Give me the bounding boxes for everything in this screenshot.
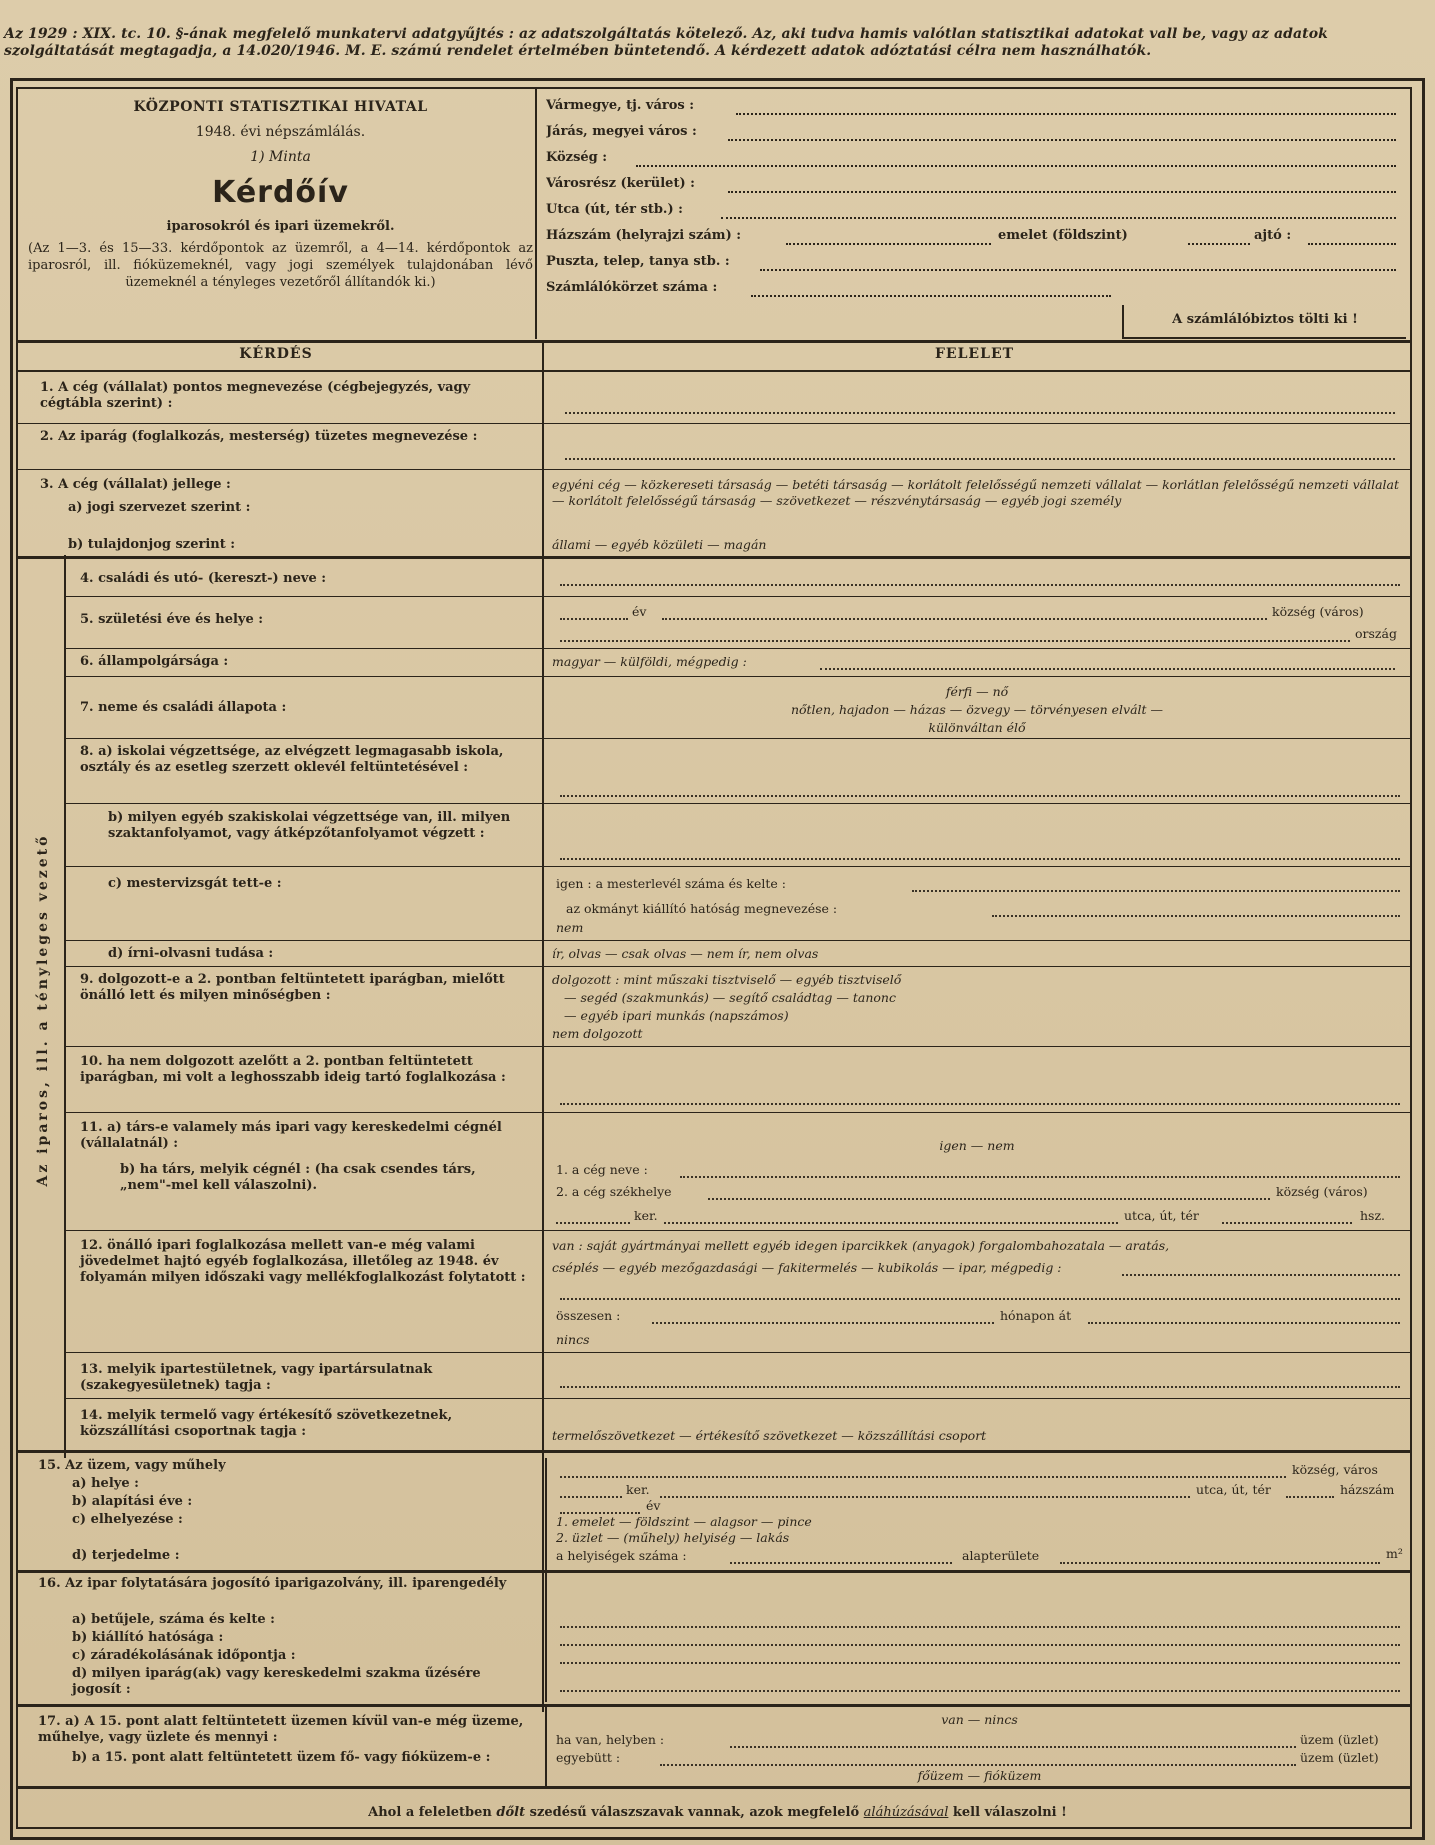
question-8d: d) írni-olvasni tudása : [108, 946, 274, 961]
field-szamlalokorzet[interactable]: Számlálókörzet száma : [546, 278, 1406, 304]
answer-3a-options[interactable]: egyéni cég — közkereseti társaság — betéti társaság — korlátolt felelősségű nemzeti vállalat — korlátlan felelősségű nemzeti vállalat — korlátolt felelősségű társaság — szövetkezet — részvénytársaság — egyéb jogi személy [552, 477, 1400, 508]
field-hazszam[interactable]: Házszám (helyrajzi szám) : emelet (földszint) ajtó : [546, 226, 1406, 252]
side-column-line [64, 555, 66, 1458]
answer-9-4[interactable]: nem dolgozott [552, 1026, 643, 1041]
answer-16c-line[interactable] [560, 1662, 1400, 1664]
answer-15-ker: ker. [626, 1482, 650, 1497]
form-header [28, 92, 533, 342]
answer-17b-options[interactable]: főüzem — fióküzem [917, 1768, 1042, 1783]
answer-15-utca: utca, út, tér [1196, 1482, 1271, 1497]
field-kozseg[interactable]: Község : [546, 148, 1406, 174]
question-16d: d) milyen iparág(ak) vagy kereskedelmi szakma űzésére jogosít : [72, 1666, 481, 1697]
row-rule [64, 648, 1412, 649]
answer-15-alapterulet-line[interactable] [1060, 1562, 1380, 1564]
answer-1-line[interactable] [565, 412, 1395, 414]
column-divider [542, 340, 544, 1712]
answer-11-utca: utca, út, tér [1124, 1208, 1199, 1223]
answer-9-2[interactable]: — segéd (szakmunkás) — segítő családtag — tanonc [564, 990, 896, 1005]
answer-11-hsz: hsz. [1360, 1208, 1386, 1223]
answer-5-ev: év [632, 604, 647, 619]
question-1: 1. A cég (vállalat) pontos megnevezése (cégbejegyzés, vagy cégtábla szerint) : [40, 380, 471, 411]
question-12: 12. önálló ipari foglalkozása mellett van-e még valami jövedelmet hajtó egyéb foglalkozása, illetőleg az 1948. év folyamán milyen időszaki vagy mellékfoglalkozást folytatott : [80, 1238, 526, 1285]
section-rule [16, 556, 1412, 559]
answer-5-country-line[interactable] [560, 640, 1350, 642]
answer-15-utca-line[interactable] [660, 1496, 1190, 1498]
answer-12-2[interactable]: cséplés — egyéb mezőgazdasági — fakitermelés — kubikolás — ipar, mégpedig : [552, 1260, 1062, 1275]
question-17b: b) a 15. pont alatt feltüntetett üzem fő- vagy fióküzem-e : [72, 1750, 491, 1765]
footer-instruction: Ahol a feleletben dőlt szedésű válaszszavak vannak, azok megfelelő aláhúzásával kell válaszolni ! [368, 1805, 1067, 1820]
question-3: 3. A cég (vállalat) jellege : [40, 477, 231, 492]
section-rule [16, 1450, 1412, 1453]
answer-5-year-line[interactable] [560, 618, 628, 620]
answer-15-elhelyezes-2[interactable]: 2. üzlet — (műhely) helyiség — lakás [556, 1530, 790, 1545]
answer-17-egyebutt-uzem: üzem (üzlet) [1300, 1750, 1379, 1765]
answer-12-nincs[interactable]: nincs [556, 1332, 590, 1347]
question-2: 2. Az iparág (foglalkozás, mesterség) tüzetes megnevezése : [40, 429, 478, 444]
answer-6-line[interactable] [820, 668, 1395, 670]
side-label: Az iparos, ill. a tényleges vezető [35, 833, 51, 1187]
header-rule [16, 340, 1412, 343]
answer-2-line[interactable] [565, 458, 1395, 460]
row-rule [64, 1352, 1412, 1353]
answer-17-egyebutt[interactable]: egyebütt : [556, 1750, 621, 1765]
answer-11-ker: ker. [634, 1208, 658, 1223]
question-6: 6. állampolgársága : [80, 654, 229, 669]
ajto-label: ajtó : [1254, 228, 1292, 243]
section-rule [16, 1704, 1412, 1707]
answer-17-helyben-line[interactable] [730, 1746, 1296, 1748]
answer-15-place-line[interactable] [560, 1476, 1286, 1478]
answer-12-honapon: hónapon át [1000, 1308, 1072, 1323]
emelet-label: emelet (földszint) [998, 228, 1128, 243]
row-rule [64, 1398, 1412, 1399]
answer-8c-1[interactable]: igen : a mesterlevél száma és kelte : [556, 876, 787, 891]
row-rule [64, 803, 1412, 804]
answer-17-helyben-uzem: üzem (üzlet) [1300, 1732, 1379, 1747]
question-11b: b) ha társ, melyik cégnél : (ha csak csendes társ, „nem"-mel kell válaszolni). [120, 1162, 476, 1193]
answer-4-line[interactable] [560, 584, 1400, 586]
row-rule [64, 676, 1412, 677]
answer-7-sex[interactable]: férfi — nő [945, 684, 1009, 699]
answer-9-3[interactable]: — egyéb ipari munkás (napszámos) [564, 1008, 789, 1023]
row-rule [16, 423, 1412, 424]
answer-12-honapon-line[interactable] [1088, 1322, 1400, 1324]
question-14: 14. melyik termelő vagy értékesítő szövetkezetnek, közszállítási csoportnak tagja : [80, 1408, 453, 1439]
answer-15-hazszam-line[interactable] [1286, 1496, 1334, 1498]
answer-12-1[interactable]: van : saját gyártmányai mellett egyéb idegen iparcikkek (anyagok) forgalombahozatala — aratás, [552, 1238, 1170, 1253]
question-8c: c) mestervizsgát tett-e : [108, 876, 282, 891]
row-rule [64, 1230, 1412, 1231]
answer-12-osszesen[interactable]: összesen : [556, 1308, 621, 1323]
question-15b: b) alapítási éve : [72, 1494, 193, 1509]
answer-15-alapterulet: alapterülete [962, 1548, 1040, 1563]
form-sample: 1) Minta [250, 149, 311, 165]
answer-14-options[interactable]: termelőszövetkezet — értékesítő szövetkezet — közszállítási csoport [552, 1428, 987, 1443]
row-rule [64, 738, 1412, 739]
field-varosresz[interactable]: Városrész (kerület) : [546, 174, 1406, 200]
question-7: 7. neme és családi állapota : [80, 700, 287, 715]
col-kerdes: KÉRDÉS [239, 346, 313, 362]
answer-15-hazszam: házszám [1340, 1482, 1395, 1497]
question-11a: 11. a) társ-e valamely más ipari vagy kereskedelmi cégnél (vállalatnál) : [80, 1120, 502, 1151]
answer-11-ceg-neve-line[interactable] [680, 1176, 1400, 1178]
section-rule [16, 1570, 1412, 1573]
answer-15-ker-line[interactable] [560, 1496, 622, 1498]
question-16a: a) betűjele, száma és kelte : [72, 1612, 275, 1627]
question-15d: d) terjedelme : [72, 1548, 180, 1563]
answer-3b-options[interactable]: állami — egyéb közületi — magán [552, 537, 767, 552]
row-rule [64, 966, 1412, 967]
answer-17-helyben[interactable]: ha van, helyben : [556, 1732, 665, 1747]
answer-5-orszag: ország [1355, 626, 1397, 641]
row-rule [64, 940, 1412, 941]
col-felelet: FELELET [934, 346, 1015, 362]
question-3b: b) tulajdonjog szerint : [68, 537, 236, 552]
question-15c: c) elhelyezése : [72, 1512, 183, 1527]
field-varmegye[interactable]: Vármegye, tj. város : [546, 96, 1406, 122]
answer-17-van-nincs[interactable]: van — nincs [941, 1712, 1018, 1727]
answer-7-status-2[interactable]: különváltan élő [928, 720, 1026, 735]
row-rule [64, 1112, 1412, 1113]
answer-15-helyisegek-line[interactable] [730, 1562, 952, 1564]
question-9: 9. dolgozott-e a 2. pontban feltüntetett iparágban, mielőtt önálló lett és milyen minőségben : [80, 972, 505, 1003]
question-15a: a) helye : [72, 1476, 139, 1491]
question-5: 5. születési éve és helye : [80, 612, 264, 627]
answer-11-utca-line[interactable] [664, 1222, 1118, 1224]
answer-11-szekhely[interactable]: 2. a cég székhelye [556, 1184, 672, 1199]
question-10: 10. ha nem dolgozott azelőtt a 2. pontban feltüntetett iparágban, mi volt a leghosszabb ideig tartó foglalkozása : [80, 1054, 506, 1085]
column-divider-lower [545, 1458, 547, 1588]
answer-12-osszesen-line[interactable] [652, 1322, 994, 1324]
question-4: 4. családi és utó- (kereszt-) neve : [80, 571, 327, 586]
answer-6-options[interactable]: magyar — külföldi, mégpedig : [552, 654, 747, 669]
question-8b: b) milyen egyéb szakiskolai végzettsége van, ill. milyen szaktanfolyamot, vagy átképzőtanfolyamot végzett : [108, 810, 511, 841]
question-3a: a) jogi szervezet szerint : [68, 500, 251, 515]
answer-8c-nem[interactable]: nem [556, 920, 584, 935]
answer-15-kozseg: község, város [1292, 1462, 1378, 1477]
answer-16b-line[interactable] [560, 1644, 1400, 1646]
answer-15-elhelyezes-1[interactable]: 1. emelet — földszint — alagsor — pince [556, 1514, 812, 1529]
form-subtitle: iparosokról és ipari üzemekről. [166, 219, 395, 234]
row-rule [64, 866, 1412, 867]
answer-5-kozseg: község (város) [1272, 604, 1364, 619]
answer-11-kozseg: község (város) [1276, 1184, 1368, 1199]
location-fields [546, 96, 1406, 304]
answer-8c-1-line[interactable] [912, 890, 1400, 892]
row-rule [64, 1046, 1412, 1047]
answer-10-line[interactable] [560, 1103, 1400, 1105]
colhead-rule [16, 370, 1412, 372]
question-15: 15. Az üzem, vagy műhely [38, 1458, 226, 1473]
answer-9-1[interactable]: dolgozott : mint műszaki tisztviselő — egyéb tisztviselő [552, 972, 902, 987]
field-puszta[interactable]: Puszta, telep, tanya stb. : [546, 252, 1406, 278]
answer-15-m2: m² [1386, 1546, 1403, 1561]
answer-13-line[interactable] [560, 1386, 1400, 1388]
form-note: (Az 1—3. és 15—33. kérdőpontok az üzemről, a 4—14. kérdőpontok az iparosról, ill. fióküzemeknél, vagy jogi személyek tulajdonában lévő üzemeknél a tényleges vezetőről állítandók ki.) [28, 241, 533, 290]
answer-8c-2[interactable]: az okmányt kiállító hatóság megnevezése : [566, 901, 838, 916]
answer-16d-line[interactable] [560, 1690, 1400, 1692]
question-16: 16. Az ipar folytatására jogosító iparigazolvány, ill. iparengedély [38, 1576, 507, 1591]
answer-15-ev: év [646, 1498, 661, 1513]
answer-11-igen-nem[interactable]: igen — nem [939, 1138, 1015, 1153]
field-utca[interactable]: Utca (út, tér stb.) : [546, 200, 1406, 226]
answer-8b-line[interactable] [560, 858, 1400, 860]
question-13: 13. melyik ipartestületnek, vagy ipartársulatnak (szakegyesületnek) tagja : [80, 1362, 433, 1393]
section-rule [16, 1786, 1412, 1789]
counter-box: A számlálóbiztos tölti ki ! [1122, 305, 1406, 339]
question-8a: 8. a) iskolai végzettsége, az elvégzett legmagasabb iskola, osztály és az esetleg szerzett oklevél feltüntetésével : [80, 744, 504, 775]
question-17a: 17. a) A 15. pont alatt feltüntetett üzemen kívül van-e még üzeme, műhelye, vagy üzlete és mennyi : [38, 1714, 524, 1745]
answer-5-place-line[interactable] [662, 618, 1267, 620]
answer-8a-line[interactable] [560, 795, 1400, 797]
row-rule [64, 596, 1412, 597]
answer-11-ker-line[interactable] [556, 1222, 630, 1224]
answer-7-status[interactable]: nőtlen, hajadon — házas — özvegy — törvényesen elvált — [790, 702, 1164, 717]
answer-8d-options[interactable]: ír, olvas — csak olvas — nem ír, nem olvas [552, 946, 819, 961]
answer-11-hsz-line[interactable] [1222, 1222, 1352, 1224]
field-jaras[interactable]: Járás, megyei város : [546, 122, 1406, 148]
header-divider [535, 89, 537, 339]
answer-8c-2-line[interactable] [992, 915, 1400, 917]
column-divider-17 [545, 1704, 547, 1786]
answer-12-2-line[interactable] [1122, 1274, 1400, 1276]
row-rule [16, 469, 1412, 470]
legal-notice: Az 1929 : XIX. tc. 10. §-ának megfelelő munkatervi adatgyűjtés : az adatszolgáltatás kötelező. Az, aki tudva hamis valótlan statisztikai adatokat vall be, vagy az adatok szolgáltatását megtagadja, a 14.020/1946. M. E. számú rendelet értelmében büntetendő. A kérdezett adatok adóztatási célra nem használhatók. [4, 26, 1328, 59]
answer-11-ceg-neve[interactable]: 1. a cég neve : [556, 1162, 648, 1177]
answer-11-szekhely-line[interactable] [708, 1198, 1270, 1200]
answer-16a-line[interactable] [560, 1626, 1400, 1628]
answer-17-egyebutt-line[interactable] [660, 1764, 1296, 1766]
answer-15-helyisegek[interactable]: a helyiségek száma : [556, 1548, 687, 1563]
org-name: KÖZPONTI STATISZTIKAI HIVATAL [133, 99, 428, 115]
answer-12-line-2[interactable] [560, 1298, 1400, 1300]
form-title: Kérdőív [212, 175, 349, 210]
census-year: 1948. évi népszámlálás. [195, 124, 366, 140]
question-16c: c) záradékolásának időpontja : [72, 1648, 296, 1663]
question-16b: b) kiállító hatósága : [72, 1630, 224, 1645]
column-divider-16 [545, 1570, 547, 1702]
